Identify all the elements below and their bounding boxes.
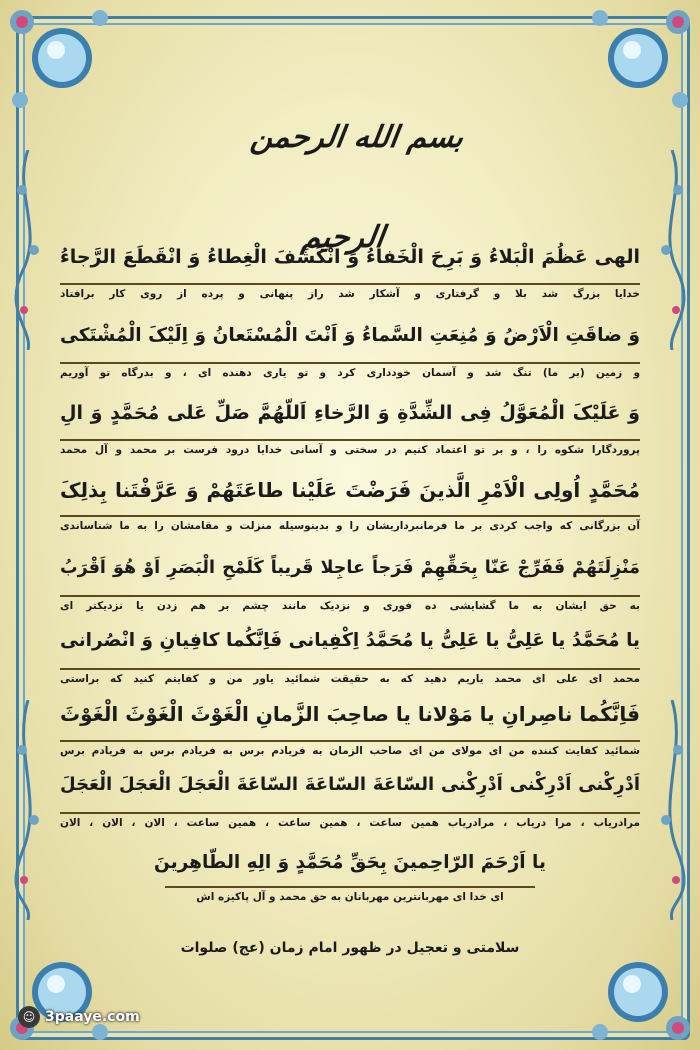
prayer-line-6-arabic: یا مُحَمَّدُ یا عَلِیُّ یا عَلِیُّ یا مُحَمَّدُ اِکْفِیانی فَاِنَّکُما کافِیانِ وَ انْصُرانی xyxy=(60,630,640,651)
prayer-line-1-translation: خدایا بزرگ شد بلا و گرفتاری و آشکار شد راز پنهانی و پرده از روی کار برافتاد xyxy=(60,288,640,300)
divider-rule xyxy=(60,515,640,517)
vine-ornament-left-bottom xyxy=(8,700,48,920)
divider-rule xyxy=(165,886,535,888)
prayer-line-4-translation: آن بزرگانی که واجب کردی بر ما فرمانبرداریشان را و بدینوسیله منزلت و مقامشان را به ما شناساندی xyxy=(60,520,640,532)
basmala-text: بسم الله الرحمن الرحیم xyxy=(248,120,466,255)
prayer-line-3-arabic: وَ عَلَیْکَ الْمُعَوَّلُ فِی الشِّدَّةِ وَ الرَّخاءِ اَللّهُمَّ صَلِّ عَلی مُحَمَّدٍ وَ الِ xyxy=(60,402,640,424)
basmala-calligraphy xyxy=(230,88,470,255)
prayer-line-7-arabic: فَاِنَّکُما ناصِرانِ یا مَوْلانا یا صاحِبَ الزَّمانِ الْغَوْثَ الْغَوْثَ الْغَوْثَ xyxy=(60,702,640,726)
prayer-line-1-arabic: الهی عَظُمَ الْبَلاءُ وَ بَرِحَ الْخَفاءُ وَ انْکَشَفَ الْغِطاءُ وَ انْقَطَعَ الرَّجاءُ xyxy=(60,246,640,268)
footer-salawat: سلامتی و تعجیل در ظهور امام زمان (عج) صلوات xyxy=(180,940,520,956)
divider-rule xyxy=(60,362,640,364)
corner-ornament-top-left xyxy=(0,0,110,110)
prayer-line-5-arabic: مَنْزِلَتَهُمْ فَفَرِّجْ عَنّا بِحَقِّهِمْ فَرَجاً عاجِلا قَریباً کَلَمْحِ الْبَصَرِ اَوْ هُوَ اَقْرَبُ xyxy=(60,558,640,578)
vine-ornament-right-top xyxy=(652,150,692,350)
site-logo-icon: ☺ xyxy=(18,1006,40,1028)
prayer-line-7-translation: شمائید کفایت کننده من ای مولای من ای صاحب الزمان به فریادم برس به فریادم برس به فریادم برس xyxy=(60,745,640,757)
corner-ornament-bottom-right xyxy=(590,940,700,1050)
divider-rule xyxy=(60,439,640,441)
divider-rule xyxy=(60,283,640,285)
prayer-line-5-translation: به حق ایشان به ما گشایشی ده فوری و نزدیک مانند چشم بر هم زدن یا نزدیکتر ای xyxy=(60,600,640,612)
final-invocation-arabic: یا اَرْحَمَ الرّاحِمینَ بِحَقِّ مُحَمَّدٍ وَ الِهِ الطّاهِرینَ xyxy=(154,852,546,873)
divider-rule xyxy=(60,740,640,742)
prayer-line-2-translation: و زمین (بر ما) تنگ شد و آسمان خودداری کرد و تو یاری دهنده ای ، و بدرگاه تو آوریم xyxy=(60,367,640,379)
corner-ornament-bottom-left xyxy=(0,940,110,1050)
divider-rule xyxy=(60,668,640,670)
prayer-line-3-translation: پروردگارا شکوه را ، و بر تو اعتماد کنیم در سختی و آسانی خدایا درود فرست بر محمد و آل محمد xyxy=(60,444,640,456)
prayer-line-6-translation: محمد ای علی ای محمد یاریم دهید که به حقیقت شمائید یاور من و کفایتم کنید که براستی xyxy=(60,673,640,685)
prayer-line-4-arabic: مُحَمَّدٍ اُولِی الْاَمْرِ الَّذینَ فَرَضْتَ عَلَیْنا طاعَتَهُمْ وَ عَرَّفْتَنا بِذلِکَ xyxy=(60,478,640,502)
vine-ornament-left-top xyxy=(8,150,48,350)
watermark-text: 3paaye.com xyxy=(45,1009,140,1025)
corner-ornament-top-right xyxy=(590,0,700,110)
site-watermark xyxy=(18,1006,140,1028)
prayer-line-2-arabic: وَ ضاقَتِ الْاَرْضُ وَ مُنِعَتِ السَّماءُ وَ اَنْتَ الْمُسْتَعانُ وَ اِلَیْکَ الْمُشْتَکی xyxy=(60,325,640,346)
prayer-line-8-arabic: اَدْرِکْنی اَدْرِکْنی اَدْرِکْنی السّاعَةَ السّاعَةَ السّاعَةَ الْعَجَلَ الْعَجَلَ الْعَجَلَ xyxy=(60,774,640,795)
prayer-line-8-translation: مرادریاب ، مرا دریاب ، مرادریاب همین ساعت ، همین ساعت ، همین ساعت ، الان ، الان ، الان xyxy=(60,817,640,829)
final-invocation-translation: ای خدا ای مهربانترین مهربانان به حق محمد و آل پاکیزه اش xyxy=(196,891,504,903)
vine-ornament-right-bottom xyxy=(652,700,692,920)
divider-rule xyxy=(60,595,640,597)
divider-rule xyxy=(60,812,640,814)
